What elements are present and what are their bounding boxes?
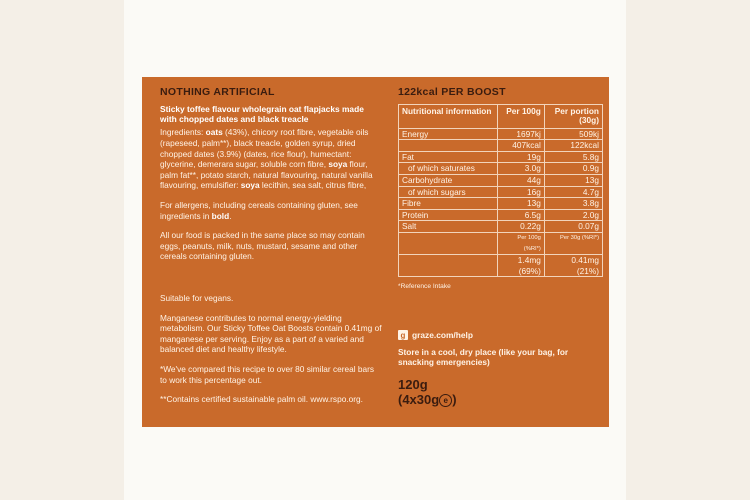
help-link[interactable] — [398, 330, 473, 340]
table-cell: 6.5g — [498, 209, 545, 221]
table-row — [399, 128, 603, 140]
footnote-palm-oil: **Contains certified sustainable palm oil. www.rspo.org. — [160, 394, 363, 405]
table-cell: of which saturates — [399, 163, 498, 175]
table-cell: 5.8g — [544, 151, 602, 163]
table-cell: 16g — [498, 186, 545, 198]
table-row — [399, 255, 603, 277]
nutrition-panel — [142, 77, 609, 427]
kcal-heading: 122kcal PER BOOST — [398, 86, 506, 98]
table-row — [399, 221, 603, 233]
table-cell — [399, 232, 498, 254]
table-cell: 2.0g — [544, 209, 602, 221]
table-cell: Per 30g (%RI*) — [544, 232, 602, 254]
table-cell: Fibre — [399, 198, 498, 210]
table-cell: 0.9g — [544, 163, 602, 175]
table-cell: 1.4mg (69%) — [498, 255, 545, 277]
table-header-row — [399, 104, 603, 128]
table-row — [399, 151, 603, 163]
table-row — [399, 163, 603, 175]
nutrition-table — [398, 104, 603, 278]
help-url: graze.com/help — [412, 330, 473, 340]
table-cell: 0.07g — [544, 221, 602, 233]
table-cell: 509kj — [544, 128, 602, 140]
table-cell: Energy — [399, 128, 498, 140]
product-description: Sticky toffee flavour wholegrain oat flapjacks made with chopped dates and black treacle — [160, 103, 364, 124]
table-row — [399, 232, 603, 254]
table-cell: 1697kj — [498, 128, 545, 140]
table-cell: Fat — [399, 151, 498, 163]
table-cell: 13g — [544, 174, 602, 186]
table-header-cell: Per portion (30g) — [544, 104, 602, 128]
table-cell: 13g — [498, 198, 545, 210]
ingredients-column — [160, 87, 382, 414]
footnote-comparison: *We've compared this recipe to over 80 similar cereal bars to work this percentage out. — [160, 363, 375, 385]
table-row — [399, 140, 603, 152]
table-row — [399, 198, 603, 210]
table-row — [399, 209, 603, 221]
table-cell — [399, 140, 498, 152]
table-row — [399, 186, 603, 198]
table-cell: Per 100g (%RI*) — [498, 232, 545, 254]
portion-count: (4x30g e ) — [398, 392, 457, 407]
net-weight: 120g — [398, 377, 428, 392]
table-cell: 407kcal — [498, 140, 545, 152]
table-cell: of which sugars — [399, 186, 498, 198]
table-row — [399, 174, 603, 186]
table-cell: Salt — [399, 221, 498, 233]
table-cell: Carbohydrate — [399, 174, 498, 186]
table-cell: 0.22g — [498, 221, 545, 233]
packing-note: All our food is packed in the same place so may contain eggs, peanuts, milk, nuts, mustard, sesame and other cereals containing gluten. — [160, 230, 365, 262]
nothing-artificial-heading: NOTHING ARTIFICIAL — [160, 86, 275, 98]
graze-logo-icon: g — [398, 330, 408, 340]
table-cell: 3.8g — [544, 198, 602, 210]
table-header-cell: Per 100g — [498, 104, 545, 128]
storage-note: Store in a cool, dry place (like your bag, for snacking emergencies) — [398, 347, 569, 368]
ingredients-text: Ingredients: oats (43%), chicory root fibre, vegetable oils (rapeseed, palm**), black treacle, golden syrup, dried chopped dates (3.9%) (dates, rice flour), humectant: glycerine, demerara sugar, soluble corn fibre, soya flour, palm fat**, potato starch, natural flavouring, natural vanilla flavouring, emulsifier: soya lecithin, sea salt, citrus fibre, — [160, 127, 373, 191]
table-cell — [399, 255, 498, 277]
table-header-cell: Nutritional information — [399, 104, 498, 128]
table-cell: Protein — [399, 209, 498, 221]
table-cell: 19g — [498, 151, 545, 163]
table-cell: 0.41mg (21%) — [544, 255, 602, 277]
pack-weight — [398, 377, 457, 407]
table-cell: 4.7g — [544, 186, 602, 198]
manganese-note: Manganese contributes to normal energy-yielding metabolism. Our Sticky Toffee Oat Boosts contain 0.41mg of manganese per serving. Enjoy as a part of a varied and balanced diet and healthy lifestyle. — [160, 312, 382, 355]
allergen-note: For allergens, including cereals containing gluten, see ingredients in bold. — [160, 199, 358, 221]
table-cell: 44g — [498, 174, 545, 186]
e-mark-icon: e — [439, 394, 452, 407]
reference-intake-note: *Reference Intake — [398, 283, 451, 291]
table-cell: 122kcal — [544, 140, 602, 152]
nutrition-column — [398, 87, 603, 293]
table-cell: 3.0g — [498, 163, 545, 175]
vegan-note: Suitable for vegans. — [160, 292, 234, 303]
